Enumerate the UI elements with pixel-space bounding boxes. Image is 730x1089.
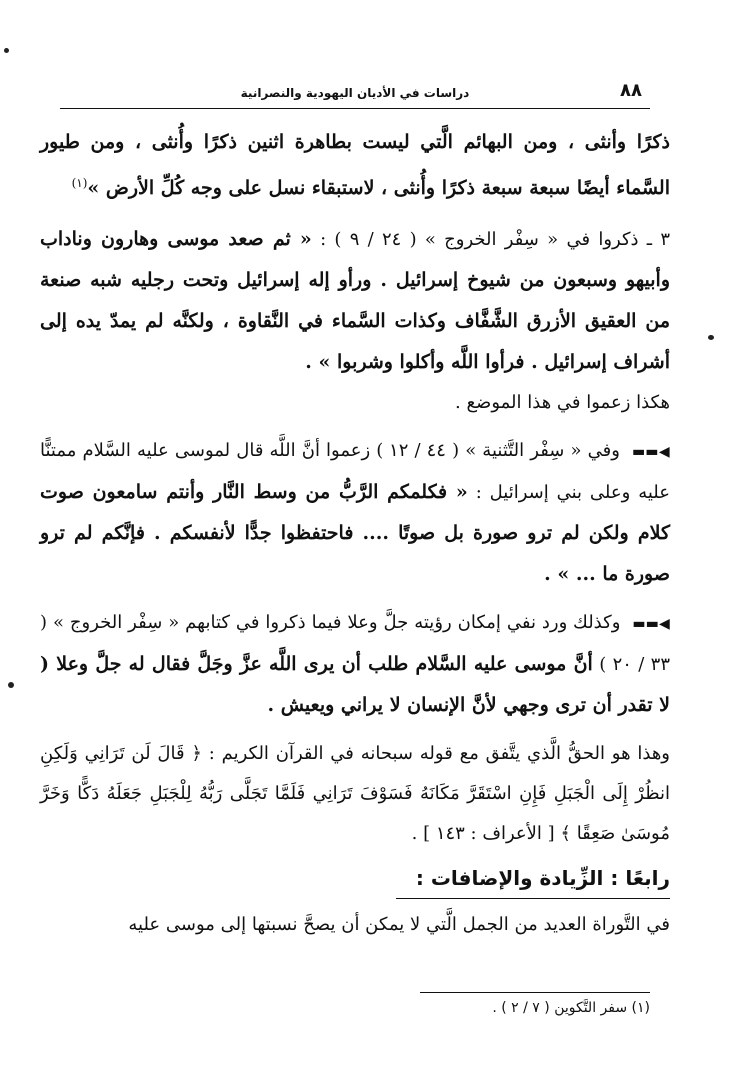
paragraph-3 bbox=[40, 383, 670, 423]
paragraph-1-text: ذكرًا وأنثى ، ومن البهائم الَّتي ليست بطاهرة اثنين ذكرًا وأُنثى ، ومن طيور السَّماء أيضًا سبعة سبعة ذكرًا وأُنثى ، لاستبقاء نسل على وجه كُلِّ الأرض » bbox=[40, 131, 670, 199]
paragraph-7-text: في التَّوراة العديد من الجمل الَّتي لا يمكن أن يصحَّ نسبتها إلى موسى عليه bbox=[128, 914, 670, 935]
paragraph-4-intro: وفي « سِفْر التَّثنية » ( ٤٤ / ١٢ ) زعموا أنَّ اللَّه قال لموسى عليه السَّلام ممتنًّا عليه وعلى بني إسرائيل : bbox=[40, 440, 670, 503]
section-heading-wrap bbox=[40, 858, 670, 899]
paragraph-2-quote: « ثم صعد موسى وهارون وناداب وأبيهو وسبعون من شيوخ إسرائيل . ورأو إله إسرائيل وتحت رجليه شبه صنعة من العقيق الأزرق الشَّفَّاف وكذات السَّماء في النَّقاوة ، ولكنَّه لم يمدّ يده إلى أشراف إسرائيل . فرأوا اللَّه وأكلوا وشربوا » . bbox=[40, 228, 670, 373]
scan-dot bbox=[4, 48, 9, 53]
paragraph-7 bbox=[40, 905, 670, 945]
paragraph-6-intro: وهذا هو الحقُّ الَّذي يتَّفق مع قوله سبحانه في القرآن الكريم : bbox=[208, 743, 671, 764]
paragraph-3-text: هكذا زعموا في هذا الموضع . bbox=[455, 392, 670, 413]
pointer-icon: ◀▬▬ bbox=[632, 616, 670, 632]
page-number: ٨٨ bbox=[620, 80, 642, 101]
paragraph-5-quote: أنَّ موسى عليه السَّلام طلب أن يرى اللَّه عزَّ وجَلَّ فقال له جلَّ وعلا ( لا تقدر أن ترى وجهي لأنَّ الإنسان لا يراني ويعيش . bbox=[40, 653, 670, 716]
pointer-icon: ◀▬▬ bbox=[632, 444, 670, 460]
paragraph-4-quote: « فكلمكم الرَّبُّ من وسط النَّار وأنتم سامعون صوت كلام ولكن لم ترو صورة بل صوتًا .... فاحتفظوا جدًّا لأنفسكم . فإنَّكم لم ترو صورة ما ... » . bbox=[40, 481, 670, 585]
paragraph-1 bbox=[40, 122, 670, 209]
paragraph-6 bbox=[40, 734, 670, 854]
section-heading: رابعًا : الزِّيادة والإضافات : bbox=[396, 858, 670, 899]
scan-dot bbox=[708, 335, 714, 340]
verse-citation: [ الأعراف : ١٤٣ ] . bbox=[411, 823, 555, 844]
footnote-ref[interactable]: (١) bbox=[71, 176, 88, 190]
paragraph-2 bbox=[40, 219, 670, 383]
running-title: دراسات في الأديان اليهودية والنصرانية bbox=[240, 86, 470, 100]
page-body bbox=[40, 122, 670, 945]
page-header bbox=[60, 78, 650, 109]
paragraph-5 bbox=[40, 603, 670, 726]
scan-dot bbox=[8, 682, 14, 688]
footnote-divider bbox=[420, 992, 650, 993]
paragraph-2-intro: ٣ ـ ذكروا في « سِفْر الخروج » ( ٢٤ / ٩ ) : bbox=[320, 229, 671, 250]
paragraph-4 bbox=[40, 431, 670, 595]
quran-verse: ﴿ قَالَ لَن تَرَانِي وَلَكِنِ انظُرْ إِلَى الْجَبَلِ فَإِنِ اسْتَقَرَّ مَكَانَهُ فَسَوْفَ تَرَانِي فَلَمَّا تَجَلَّى رَبُّهُ لِلْجَبَلِ جَعَلَهُ دَكًّا وَخَرَّ مُوسَىٰ صَعِقًا ﴾ bbox=[40, 743, 670, 844]
footnote: (١) سفر التَّكوين ( ٧ / ٢ ) . bbox=[492, 1000, 650, 1016]
paragraph-5-intro: وكذلك ورد نفي إمكان رؤيته جلَّ وعلا فيما ذكروا في كتابهم « سِفْر الخروج » ( ٣٣ / ٢٠ ) bbox=[40, 612, 671, 675]
